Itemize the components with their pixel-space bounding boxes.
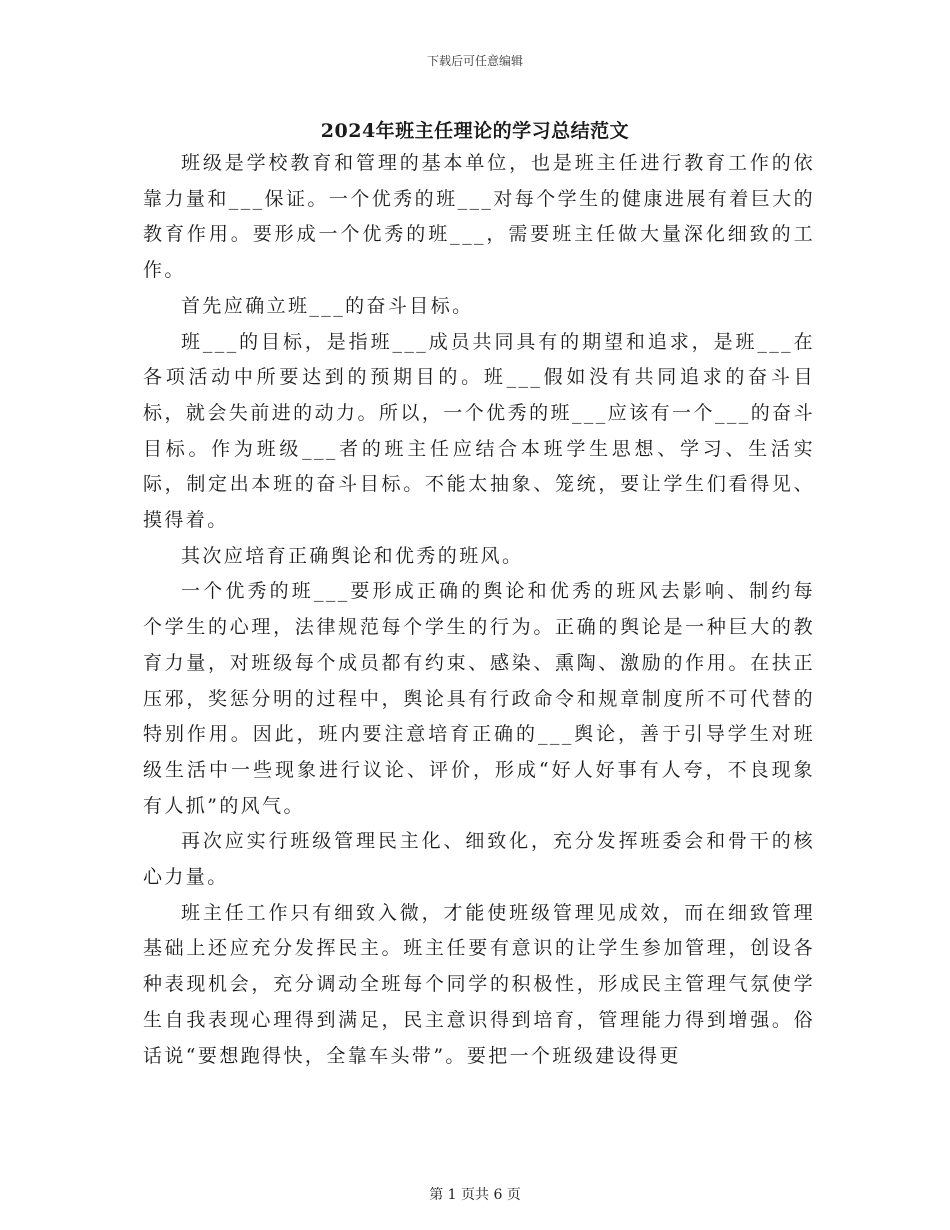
paragraph-democracy: 班主任工作只有细致入微，才能使班级管理见成效，而在细致管理基础上还应充分发挥民主。班主任要有意识的让学生参加管理，创设各种表现机会，充分调动全班每个同学的积极性，形成民主管理气氛使学生自我表现心理得到满足，民主意识得到培育，管理能力得到增强。俗话说“要想跑得快，全靠车头带”。要把一个班级建设得更 [143,901,815,1067]
document-body [143,146,815,1074]
document-title: 2024年班主任理论的学习总结范文 [320,120,630,142]
page-header-note: 下载后可任意编辑 [426,54,523,68]
paragraph-intro: 班级是学校教育和管理的基本单位，也是班主任进行教育工作的依靠力量和___保证。一个优秀的班___对每个学生的健康进展有着巨大的教育作用。要形成一个优秀的班___，需要班主任做大量深化细致的工作。 [143,152,815,282]
paragraph-opinion: 一个优秀的班___要形成正确的舆论和优秀的班风去影响、制约每个学生的心理，法律规范每个学生的行为。正确的舆论是一种巨大的教育力量，对班级每个成员都有约束、感染、熏陶、激励的作用。在扶正压邪，奖惩分明的过程中，舆论具有行政命令和规章制度所不可代替的特别作用。因此，班内要注意培育正确的___舆论，善于引导学生对班级生活中一些现象进行议论、评价，形成“好人好事有人夸，不良现象有人抓”的风气。 [143,580,815,817]
paragraph-goal: 班___的目标，是指班___成员共同具有的期望和追求，是班___在各项活动中所要达到的预期目的。班___假如没有共同追求的奋斗目标，就会失前进的动力。所以，一个优秀的班___应该有一个___的奋斗目标。作为班级___者的班主任应结合本班学生思想、学习、生活实际，制定出本班的奋斗目标。不能太抽象、笼统，要让学生们看得见、摸得着。 [143,330,815,532]
paragraph-heading-goal: 首先应确立班___的奋斗目标。 [181,294,474,317]
paragraph-heading-democracy: 再次应实行班级管理民主化、细致化，充分发挥班委会和骨干的核心力量。 [143,830,815,889]
paragraph-heading-opinion: 其次应培育正确舆论和优秀的班风。 [181,544,524,567]
page-number: 第 1 页共 6 页 [429,1187,521,1203]
